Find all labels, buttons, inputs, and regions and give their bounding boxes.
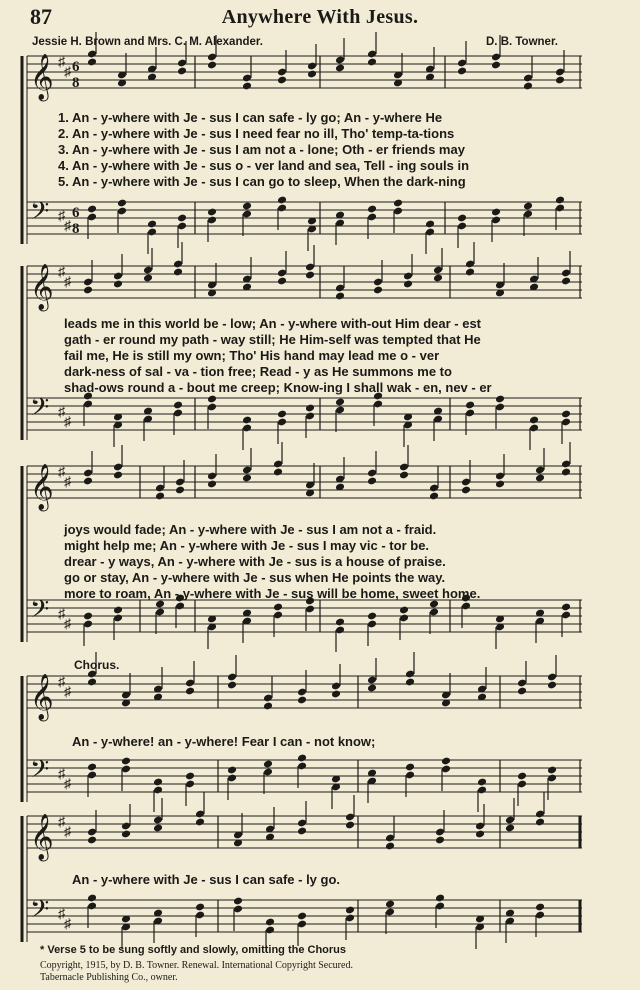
note-head: [242, 82, 252, 91]
note-head: [297, 754, 307, 763]
lyric-line: go or stay, An - y-where with Je - sus when He points the way.: [64, 570, 446, 585]
note-head: [113, 606, 123, 615]
sharp-icon: ♯: [64, 825, 71, 840]
staff-2: [27, 196, 582, 254]
note-head: [555, 76, 565, 85]
note-head: [425, 220, 435, 229]
composer-credit: D. B. Towner.: [486, 36, 558, 48]
note-head: [335, 618, 345, 627]
note-head: [155, 492, 165, 501]
note-head: [555, 196, 565, 205]
note-head: [441, 757, 451, 766]
bass-clef-icon: 𝄢: [30, 755, 50, 790]
note-head: [535, 903, 545, 912]
note-head: [265, 918, 275, 927]
lyric-line: leads me in this world be - low; An - y-where with-out Him dear - est: [64, 316, 482, 331]
sharp-icon: ♯: [64, 685, 71, 700]
note-head: [405, 763, 415, 772]
note-head: [185, 687, 195, 696]
lyric-line: gath - er round my path - way still; He Him-self was tempted that He: [64, 332, 481, 347]
note-head: [87, 836, 97, 845]
note-head: [465, 268, 475, 277]
bass-clef-icon: 𝄢: [30, 393, 50, 428]
bass-clef-icon: 𝄢: [30, 197, 50, 232]
note-head: [185, 772, 195, 781]
note-head: [263, 702, 273, 711]
note-head: [367, 477, 377, 486]
note-head: [147, 220, 157, 229]
note-head: [331, 690, 341, 699]
note-head: [277, 410, 287, 419]
note-head: [403, 280, 413, 289]
footnote: * Verse 5 to be sung softly and slowly, omitting the Chorus: [40, 944, 347, 956]
sharp-icon: ♯: [64, 617, 71, 632]
sharp-icon: ♯: [64, 219, 71, 234]
note-head: [517, 687, 527, 696]
publisher-line: Tabernacle Publishing Co., owner.: [40, 972, 178, 983]
note-head: [561, 468, 571, 477]
note-head: [561, 410, 571, 419]
sharp-icon: ♯: [64, 777, 71, 792]
note-head: [305, 271, 315, 280]
note-head: [335, 64, 345, 73]
note-head: [153, 778, 163, 787]
time-signature-icon: 6: [72, 59, 80, 75]
note-head: [465, 401, 475, 410]
sharp-icon: ♯: [58, 675, 65, 690]
note-head: [345, 906, 355, 915]
staff-1: [27, 32, 582, 102]
sharp-icon: ♯: [64, 917, 71, 932]
sharp-icon: ♯: [58, 405, 65, 420]
note-head: [233, 897, 243, 906]
note-head: [367, 684, 377, 693]
note-head: [297, 696, 307, 705]
note-head: [535, 474, 545, 483]
sharp-icon: ♯: [58, 465, 65, 480]
sharp-icon: ♯: [58, 767, 65, 782]
note-head: [561, 603, 571, 612]
note-head: [367, 612, 377, 621]
sharp-icon: ♯: [58, 907, 65, 922]
treble-clef-icon: 𝄞: [30, 814, 54, 860]
note-head: [277, 196, 287, 205]
note-head: [399, 471, 409, 480]
hymn-number: 87: [30, 4, 52, 29]
note-head: [561, 277, 571, 286]
lyric-line: An - y-where! an - y-where! Fear I can - not know;: [72, 734, 376, 749]
chorus-label: Chorus.: [74, 658, 120, 672]
treble-clef-icon: 𝄞: [30, 54, 54, 100]
lyric-line: 1. An - y-where with Je - sus I can safe - ly go; An - y-where He: [58, 110, 443, 125]
lyric-line: 2. An - y-where with Je - sus I need fear no ill, Tho' temp-ta-tions: [58, 126, 455, 141]
note-head: [495, 480, 505, 489]
note-head: [121, 830, 131, 839]
lyric-line: might help me; An - y-where with Je - sus I may vic - tor be.: [64, 538, 430, 553]
sharp-icon: ♯: [64, 275, 71, 290]
sharp-icon: ♯: [58, 55, 65, 70]
sharp-icon: ♯: [58, 815, 65, 830]
staff-6: [27, 594, 582, 652]
note-head: [242, 416, 252, 425]
note-head: [207, 61, 217, 70]
note-head: [491, 61, 501, 70]
note-head: [263, 760, 273, 769]
note-head: [435, 836, 445, 845]
note-head: [457, 214, 467, 223]
note-head: [523, 82, 533, 91]
note-head: [87, 58, 97, 67]
lyric-line: 3. An - y-where with Je - sus I am not a - lone; Oth - er friends may: [58, 142, 465, 157]
note-head: [143, 274, 153, 283]
note-head: [547, 681, 557, 690]
note-head: [177, 214, 187, 223]
note-head: [242, 474, 252, 483]
lyric-line: dark-ness of sal - va - tion free; Read - y as He summons me to: [64, 364, 452, 379]
time-signature-icon: 8: [72, 221, 80, 237]
note-head: [335, 292, 345, 301]
lyric-line: An - y-where with Je - sus I can safe - ly go.: [72, 872, 341, 887]
treble-clef-icon: 𝄞: [30, 674, 54, 720]
treble-clef-icon: 𝄞: [30, 264, 54, 310]
note-head: [83, 286, 93, 295]
sharp-icon: ♯: [64, 65, 71, 80]
note-head: [305, 404, 315, 413]
bass-clef-icon: 𝄢: [30, 595, 50, 630]
note-head: [227, 681, 237, 690]
hymn-title: Anywhere With Jesus.: [221, 6, 419, 28]
sharp-icon: ♯: [64, 475, 71, 490]
note-head: [207, 480, 217, 489]
lyric-line: 5. An - y-where with Je - sus I can go to sleep, When the dark-ning: [58, 174, 466, 189]
note-head: [529, 416, 539, 425]
note-head: [83, 612, 93, 621]
lyric-line: drear - y ways, An - y-where with Je - sus is a house of praise.: [64, 554, 446, 569]
note-head: [87, 894, 97, 903]
lyric-line: shad-ows round a - bout me creep; Know-ing I shall wak - en, nev - er: [64, 380, 492, 395]
note-head: [367, 58, 377, 67]
note-head: [433, 274, 443, 283]
note-head: [495, 395, 505, 404]
staff-5: [27, 442, 582, 512]
staff-9: [27, 792, 582, 862]
sharp-icon: ♯: [58, 209, 65, 224]
note-head: [175, 486, 185, 495]
note-head: [87, 205, 97, 214]
note-head: [83, 477, 93, 486]
note-head: [335, 398, 345, 407]
note-head: [399, 606, 409, 615]
sharp-icon: ♯: [58, 265, 65, 280]
staff-4: [27, 392, 582, 450]
note-head: [297, 912, 307, 921]
note-head: [227, 766, 237, 775]
note-head: [393, 199, 403, 208]
note-head: [153, 824, 163, 833]
note-head: [207, 395, 217, 404]
lyric-line: joys would fade; An - y-where with Je - sus I am not a - fraid.: [64, 522, 437, 537]
note-head: [475, 830, 485, 839]
sharp-icon: ♯: [58, 607, 65, 622]
note-head: [277, 277, 287, 286]
note-head: [307, 70, 317, 79]
note-head: [523, 202, 533, 211]
note-head: [535, 818, 545, 827]
note-head: [477, 778, 487, 787]
note-head: [385, 900, 395, 909]
note-head: [195, 903, 205, 912]
lyricist-credit: Jessie H. Brown and Mrs. C. M. Alexander.: [32, 36, 263, 48]
note-head: [491, 208, 501, 217]
note-head: [517, 772, 527, 781]
note-head: [297, 827, 307, 836]
staff-3: [27, 242, 582, 312]
note-head: [113, 471, 123, 480]
note-head: [121, 757, 131, 766]
note-head: [117, 199, 127, 208]
note-head: [242, 202, 252, 211]
note-head: [277, 76, 287, 85]
note-head: [367, 205, 377, 214]
note-head: [113, 280, 123, 289]
note-head: [435, 894, 445, 903]
note-head: [195, 818, 205, 827]
note-head: [461, 486, 471, 495]
note-head: [547, 766, 557, 775]
note-head: [177, 67, 187, 76]
note-head: [345, 821, 355, 830]
lyric-line: fail me, He is still my own; Tho' His hand may lead me o - ver: [64, 348, 440, 363]
note-head: [87, 678, 97, 687]
staff-8: [27, 754, 582, 812]
time-signature-icon: 6: [72, 205, 80, 221]
note-head: [405, 678, 415, 687]
note-head: [457, 67, 467, 76]
copyright-line: Copyright, 1915, by D. B. Towner. Renewal. International Copyright Secured.: [40, 960, 353, 971]
note-head: [207, 208, 217, 217]
lyric-line: more to roam, An - y-where with Je - sus will be home, sweet home.: [64, 586, 481, 601]
note-head: [87, 763, 97, 772]
note-head: [505, 824, 515, 833]
note-head: [429, 492, 439, 501]
note-head: [173, 401, 183, 410]
note-head: [173, 268, 183, 277]
note-head: [373, 286, 383, 295]
bass-clef-icon: 𝄢: [30, 895, 50, 930]
time-signature-icon: 8: [72, 75, 80, 91]
note-head: [273, 468, 283, 477]
note-head: [385, 842, 395, 851]
note-head: [273, 603, 283, 612]
sharp-icon: ♯: [64, 415, 71, 430]
lyric-line: 4. An - y-where with Je - sus o - ver land and sea, Tell - ing souls in: [58, 158, 470, 173]
treble-clef-icon: 𝄞: [30, 464, 54, 510]
